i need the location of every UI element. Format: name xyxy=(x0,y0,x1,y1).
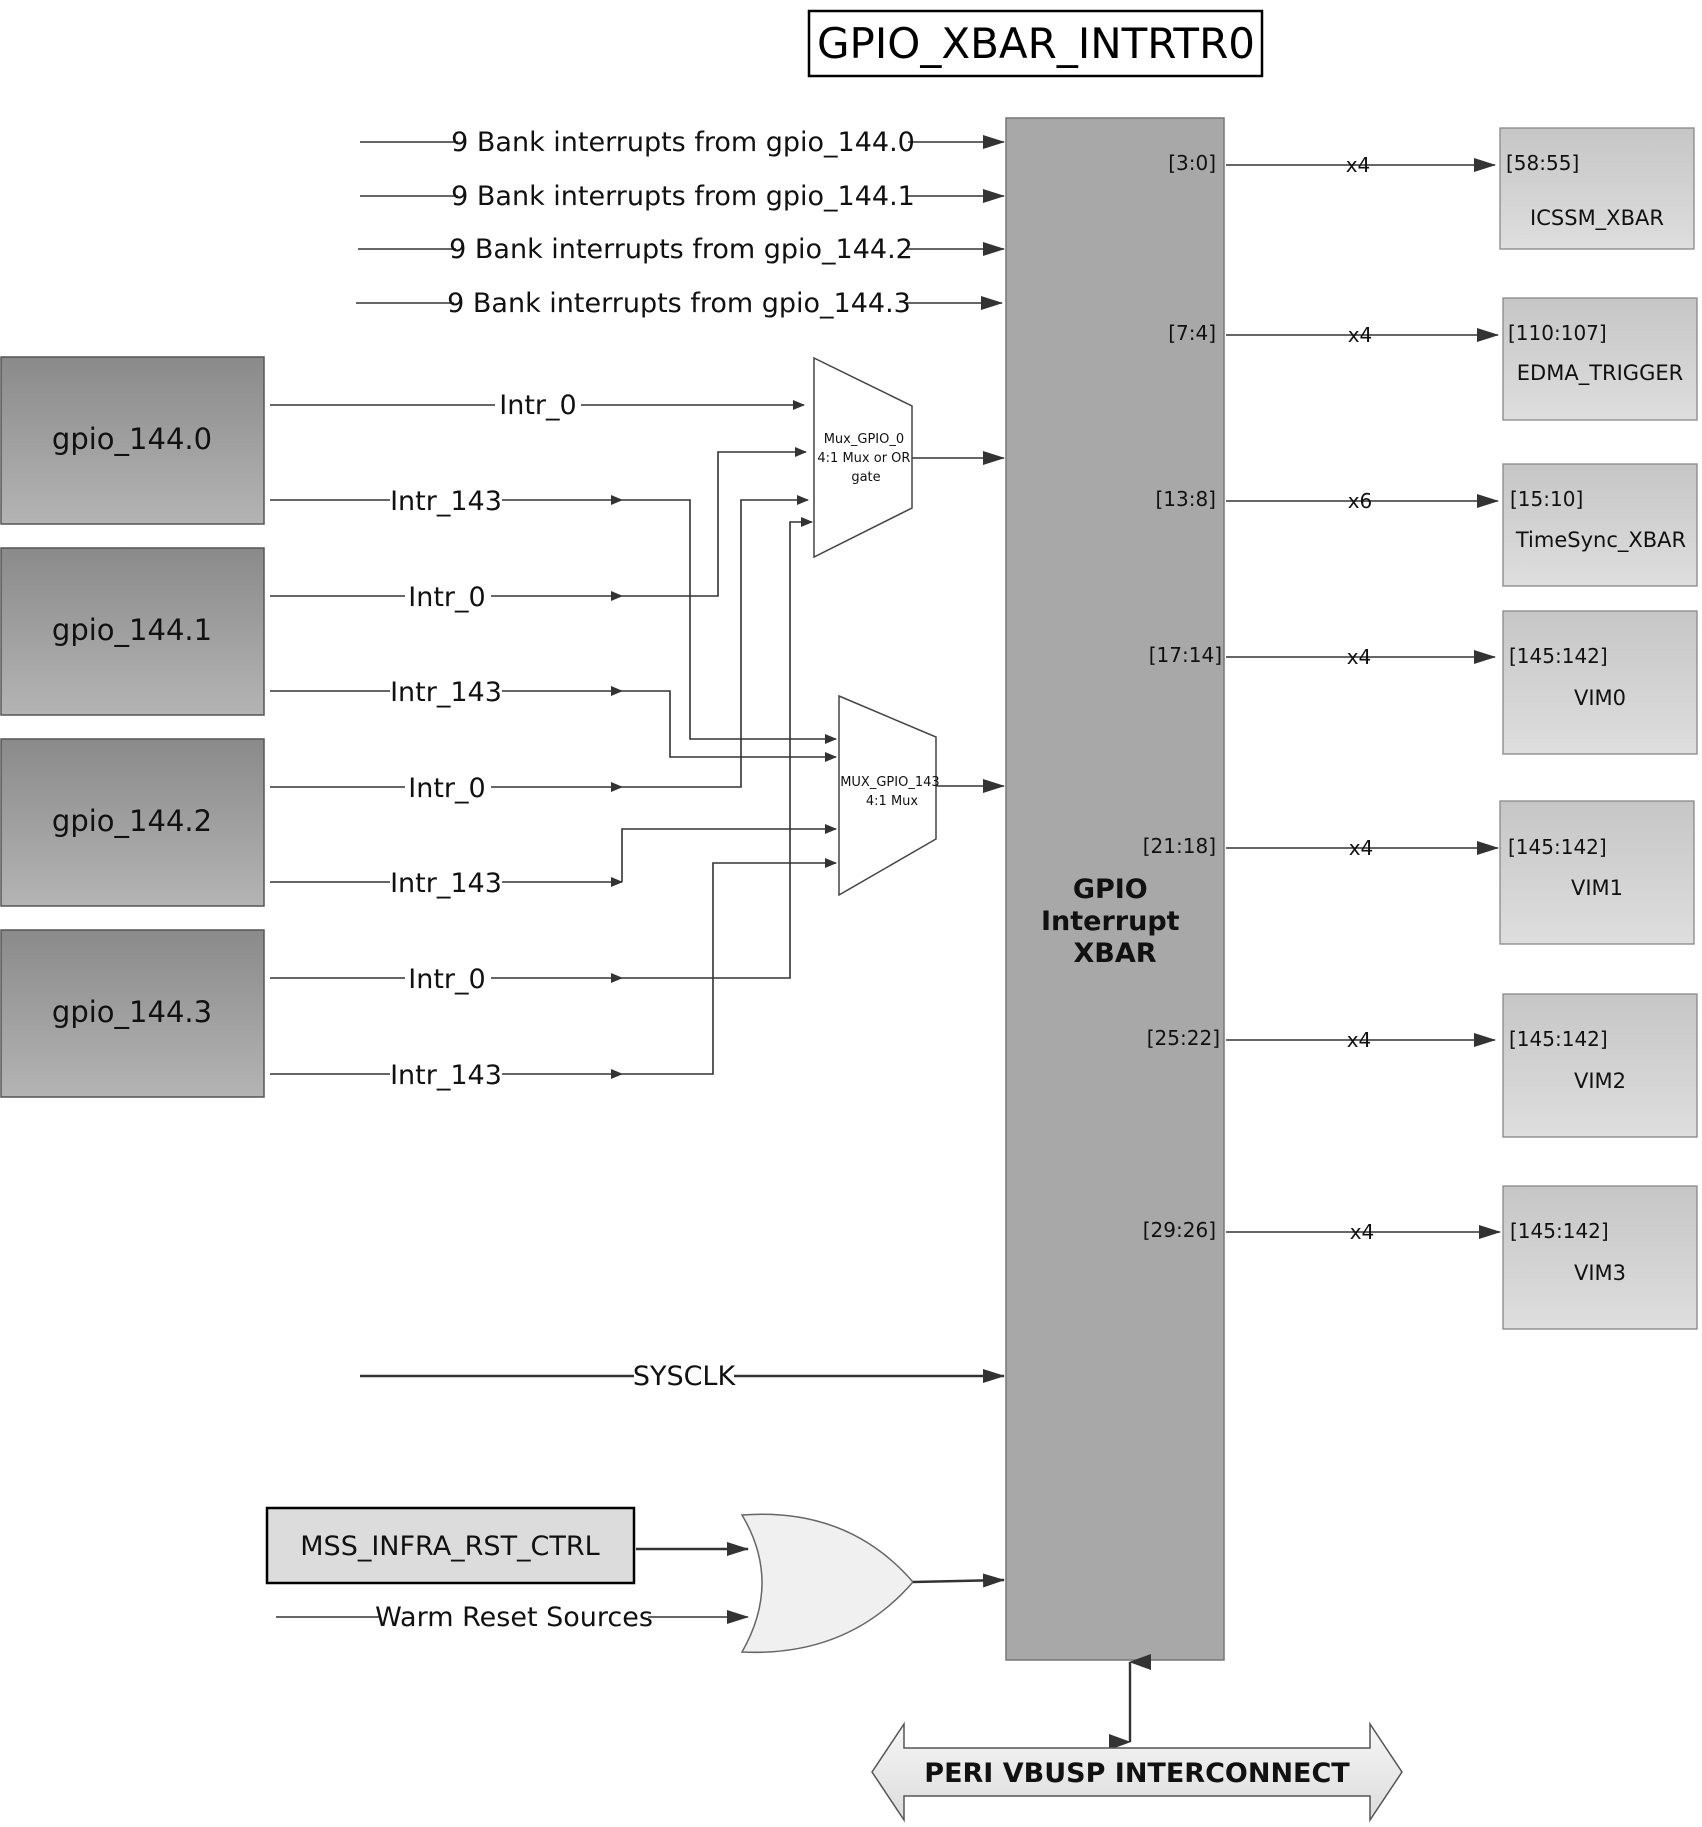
output-multiplicity: x4 xyxy=(1348,836,1374,860)
bank-input-label: 9 Bank interrupts from gpio_144.1 xyxy=(451,181,915,212)
intr-0-label: Intr_0 xyxy=(408,582,486,613)
dest-name: EDMA_TRIGGER xyxy=(1516,361,1684,385)
warm-reset-label: Warm Reset Sources xyxy=(375,1602,653,1633)
sysclk-label: SYSCLK xyxy=(632,1361,736,1392)
xbar-label-line-3: XBAR xyxy=(1073,938,1157,969)
dest-block-vim3 xyxy=(1503,1186,1697,1329)
output-port-label: [21:18] xyxy=(1142,834,1216,858)
bank-input-3 xyxy=(356,286,1002,320)
output-port-label: [7:4] xyxy=(1168,321,1216,345)
gpio-block-label: gpio_144.3 xyxy=(51,995,213,1029)
output-multiplicity: x4 xyxy=(1346,645,1372,669)
bank-input-label: 9 Bank interrupts from gpio_144.0 xyxy=(451,127,915,158)
xbar-label-line-1: GPIO xyxy=(1072,874,1148,905)
mux-gpio-143-line-2: 4:1 Mux xyxy=(865,794,919,809)
dest-block-vim1 xyxy=(1500,801,1694,944)
output-row-1 xyxy=(1168,298,1697,420)
mux-gpio-143-line-1: MUX_GPIO_143 xyxy=(840,775,940,790)
dest-range: [145:142] xyxy=(1509,644,1608,668)
output-port-label: [3:0] xyxy=(1168,151,1216,175)
gpio-block-0 xyxy=(1,357,264,524)
gpio-interrupt-xbar xyxy=(1006,118,1224,1660)
dest-name: VIM3 xyxy=(1573,1261,1627,1285)
output-multiplicity: x6 xyxy=(1347,489,1373,513)
output-row-4 xyxy=(1143,801,1694,944)
gpio-blocks xyxy=(1,357,264,1097)
intr-143-label: Intr_143 xyxy=(390,486,502,517)
dest-block-vim0 xyxy=(1503,611,1697,754)
intr-143-label: Intr_143 xyxy=(390,868,502,899)
mux-gpio-143 xyxy=(839,696,944,895)
output-row-3 xyxy=(1149,611,1697,754)
bank-input-label: 9 Bank interrupts from gpio_144.2 xyxy=(449,234,913,265)
dest-block-edma-trigger xyxy=(1503,298,1697,420)
title-box xyxy=(809,11,1262,76)
bank-input-2 xyxy=(358,232,1004,266)
bank-interrupt-inputs xyxy=(356,125,1004,320)
dest-range: [145:142] xyxy=(1510,1219,1609,1243)
or-gate-icon xyxy=(742,1514,913,1652)
output-row-5 xyxy=(1147,994,1697,1137)
xbar-outputs xyxy=(1143,128,1697,1329)
gpio-block-label: gpio_144.1 xyxy=(51,613,213,647)
output-multiplicity: x4 xyxy=(1345,153,1371,177)
dest-range: [145:142] xyxy=(1509,1027,1608,1051)
bank-input-1 xyxy=(360,179,1004,213)
gpio-block-label: gpio_144.2 xyxy=(51,804,213,838)
bank-input-label: 9 Bank interrupts from gpio_144.3 xyxy=(447,288,911,319)
output-port-label: [29:26] xyxy=(1142,1218,1216,1242)
output-port-label: [25:22] xyxy=(1146,1026,1220,1050)
dest-block-timesync-xbar xyxy=(1503,464,1697,586)
mss-infra-rst-ctrl-label: MSS_INFRA_RST_CTRL xyxy=(300,1531,600,1562)
mux-gpio-0-line-3: gate xyxy=(851,470,881,485)
output-multiplicity: x4 xyxy=(1349,1220,1375,1244)
page-title: GPIO_XBAR_INTRTR0 xyxy=(817,19,1255,68)
intr-143-label: Intr_143 xyxy=(390,677,502,708)
dest-block-vim2 xyxy=(1503,994,1697,1137)
mux-gpio-0-line-2: 4:1 Mux or OR xyxy=(817,451,911,466)
output-port-label: [13:8] xyxy=(1155,487,1216,511)
reset-logic xyxy=(267,1508,1004,1652)
intr-143-label: Intr_143 xyxy=(390,1060,502,1091)
output-row-6 xyxy=(1143,1186,1697,1329)
sysclk-input xyxy=(360,1359,1004,1393)
peri-vbusp-interconnect xyxy=(872,1724,1402,1820)
bank-input-0 xyxy=(360,125,1004,159)
dest-range: [110:107] xyxy=(1508,321,1607,345)
dest-name: VIM2 xyxy=(1573,1069,1627,1093)
output-multiplicity: x4 xyxy=(1346,1028,1372,1052)
bus-label: PERI VBUSP INTERCONNECT xyxy=(924,1758,1350,1789)
dest-name: VIM1 xyxy=(1570,876,1624,900)
mux-gpio-0-line-1: Mux_GPIO_0 xyxy=(823,432,905,447)
intr-0-label: Intr_0 xyxy=(408,773,486,804)
mux-gpio-0 xyxy=(814,358,915,557)
dest-block-icssm-xbar xyxy=(1500,128,1694,249)
dest-name: VIM0 xyxy=(1573,686,1627,710)
gpio-block-2 xyxy=(1,739,264,906)
gpio-block-label: gpio_144.0 xyxy=(51,422,213,456)
dest-range: [145:142] xyxy=(1508,835,1607,859)
dest-name: ICSSM_XBAR xyxy=(1530,206,1664,230)
output-row-0 xyxy=(1168,128,1694,249)
gpio-block-3 xyxy=(1,930,264,1097)
xbar-label-line-2: Interrupt xyxy=(1041,906,1180,937)
output-row-2 xyxy=(1155,464,1697,586)
intr-0-label: Intr_0 xyxy=(499,390,577,421)
output-multiplicity: x4 xyxy=(1347,323,1373,347)
gpio-block-1 xyxy=(1,548,264,715)
output-port-label: [17:14] xyxy=(1148,643,1222,667)
dest-range: [58:55] xyxy=(1506,151,1580,175)
intr-labels xyxy=(390,388,581,1091)
dest-name: TimeSync_XBAR xyxy=(1515,528,1687,552)
dest-range: [15:10] xyxy=(1510,487,1584,511)
intr-0-label: Intr_0 xyxy=(408,964,486,995)
